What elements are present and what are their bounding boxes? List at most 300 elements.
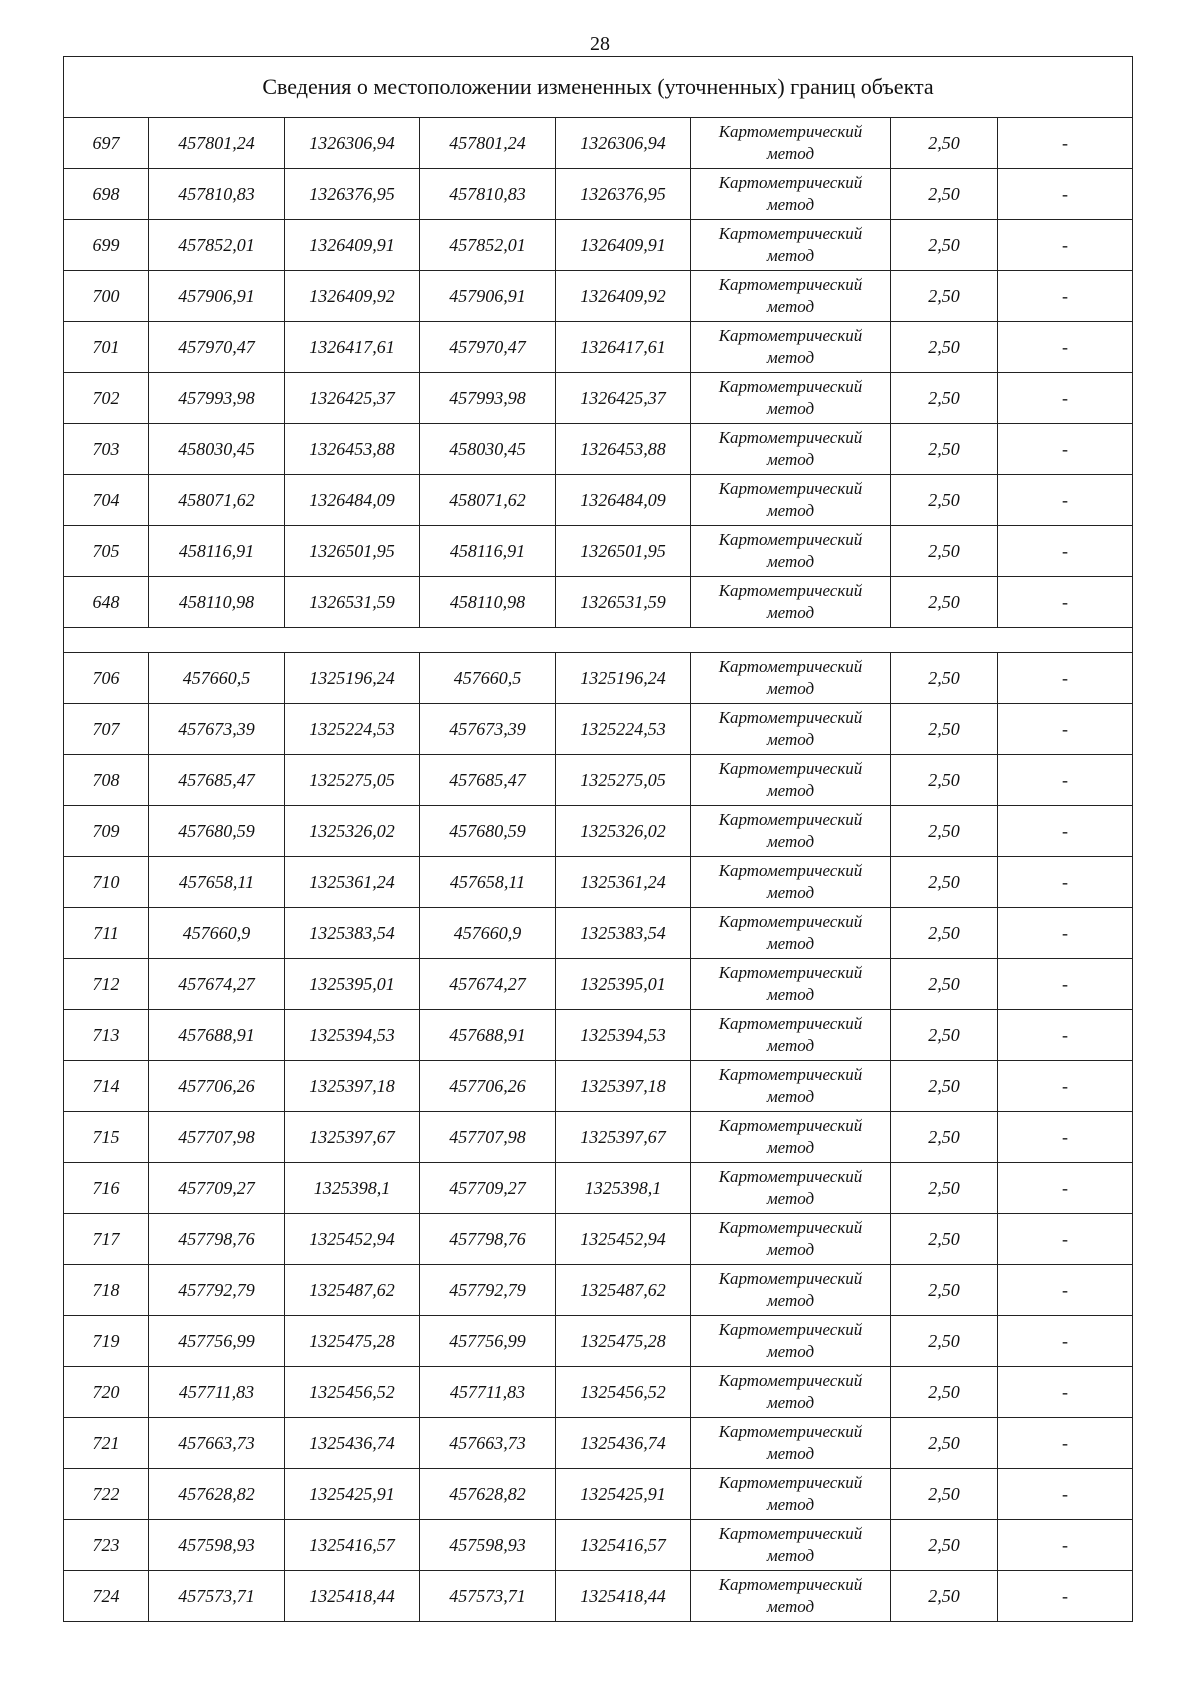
cell-y-new: 1325436,74 [556, 1418, 691, 1469]
method-text-line2: метод [766, 144, 815, 163]
cell-method [691, 1571, 891, 1622]
cell-y-existing: 1326453,88 [285, 424, 420, 475]
cell-precision: 2,50 [891, 577, 998, 628]
cell-y-existing: 1325196,24 [285, 653, 420, 704]
cell-precision: 2,50 [891, 806, 998, 857]
method-text-line2: метод [766, 603, 815, 622]
cell-x-existing: 457792,79 [149, 1265, 285, 1316]
cell-point-number: 720 [64, 1367, 149, 1418]
cell-precision: 2,50 [891, 1316, 998, 1367]
cell-point-number: 715 [64, 1112, 149, 1163]
table-row [64, 653, 1133, 704]
table-row [64, 755, 1133, 806]
method-text-line1: Картометрический [718, 861, 863, 880]
method-text-line2: метод [766, 1444, 815, 1463]
method-text-line1: Картометрический [718, 326, 863, 345]
cell-method [691, 1418, 891, 1469]
table-row [64, 1571, 1133, 1622]
table-title: Сведения о местоположении измененных (уточненных) границ объекта [64, 57, 1133, 118]
cell-point-number: 723 [64, 1520, 149, 1571]
cell-x-new: 457674,27 [420, 959, 556, 1010]
method-text-line2: метод [766, 1189, 815, 1208]
cell-point-number: 701 [64, 322, 149, 373]
cell-x-existing: 457993,98 [149, 373, 285, 424]
cell-method [691, 1112, 891, 1163]
cell-x-existing: 458116,91 [149, 526, 285, 577]
cell-x-existing: 457658,11 [149, 857, 285, 908]
cell-description: - [998, 1418, 1133, 1469]
method-text-line2: метод [766, 348, 815, 367]
cell-x-new: 458030,45 [420, 424, 556, 475]
table-row [64, 271, 1133, 322]
cell-y-new: 1325475,28 [556, 1316, 691, 1367]
cell-point-number: 712 [64, 959, 149, 1010]
cell-y-new: 1326417,61 [556, 322, 691, 373]
cell-point-number: 704 [64, 475, 149, 526]
cell-y-existing: 1326409,92 [285, 271, 420, 322]
cell-description: - [998, 118, 1133, 169]
cell-x-new: 457658,11 [420, 857, 556, 908]
table-row [64, 1061, 1133, 1112]
cell-y-new: 1325383,54 [556, 908, 691, 959]
cell-x-existing: 457688,91 [149, 1010, 285, 1061]
cell-x-new: 457660,9 [420, 908, 556, 959]
table-row [64, 526, 1133, 577]
cell-x-new: 457711,83 [420, 1367, 556, 1418]
cell-point-number: 706 [64, 653, 149, 704]
cell-y-existing: 1325224,53 [285, 704, 420, 755]
cell-y-new: 1325196,24 [556, 653, 691, 704]
cell-description: - [998, 526, 1133, 577]
cell-y-existing: 1325395,01 [285, 959, 420, 1010]
cell-y-new: 1325418,44 [556, 1571, 691, 1622]
cell-x-existing: 457685,47 [149, 755, 285, 806]
cell-x-existing: 457709,27 [149, 1163, 285, 1214]
cell-x-existing: 458030,45 [149, 424, 285, 475]
cell-x-new: 457970,47 [420, 322, 556, 373]
cell-description: - [998, 1061, 1133, 1112]
table-row [64, 373, 1133, 424]
table-row [64, 908, 1133, 959]
cell-point-number: 721 [64, 1418, 149, 1469]
cell-point-number: 718 [64, 1265, 149, 1316]
method-text-line2: метод [766, 1495, 815, 1514]
cell-description: - [998, 1214, 1133, 1265]
table-row [64, 704, 1133, 755]
cell-y-new: 1326425,37 [556, 373, 691, 424]
table-row [64, 1265, 1133, 1316]
cell-point-number: 702 [64, 373, 149, 424]
cell-method [691, 118, 891, 169]
cell-y-existing: 1325436,74 [285, 1418, 420, 1469]
cell-precision: 2,50 [891, 1571, 998, 1622]
cell-method [691, 1316, 891, 1367]
cell-method [691, 1163, 891, 1214]
method-text-line2: метод [766, 1342, 815, 1361]
cell-y-new: 1326409,92 [556, 271, 691, 322]
cell-x-new: 457810,83 [420, 169, 556, 220]
cell-precision: 2,50 [891, 424, 998, 475]
method-text-line1: Картометрический [718, 1422, 863, 1441]
cell-point-number: 698 [64, 169, 149, 220]
cell-description: - [998, 373, 1133, 424]
cell-y-new: 1325416,57 [556, 1520, 691, 1571]
cell-y-existing: 1326531,59 [285, 577, 420, 628]
cell-description: - [998, 1112, 1133, 1163]
cell-description: - [998, 755, 1133, 806]
cell-y-existing: 1326417,61 [285, 322, 420, 373]
cell-description: - [998, 169, 1133, 220]
cell-method [691, 271, 891, 322]
cell-description: - [998, 1520, 1133, 1571]
method-text-line2: метод [766, 781, 815, 800]
cell-x-new: 457663,73 [420, 1418, 556, 1469]
table-row [64, 169, 1133, 220]
cell-precision: 2,50 [891, 1163, 998, 1214]
cell-y-existing: 1326425,37 [285, 373, 420, 424]
cell-precision: 2,50 [891, 1112, 998, 1163]
method-text-line2: метод [766, 552, 815, 571]
cell-x-new: 458110,98 [420, 577, 556, 628]
cell-precision: 2,50 [891, 526, 998, 577]
cell-description: - [998, 424, 1133, 475]
cell-y-existing: 1325397,67 [285, 1112, 420, 1163]
cell-method [691, 857, 891, 908]
cell-x-existing: 457680,59 [149, 806, 285, 857]
cell-y-new: 1325456,52 [556, 1367, 691, 1418]
cell-x-existing: 457674,27 [149, 959, 285, 1010]
cell-x-existing: 457598,93 [149, 1520, 285, 1571]
table-row [64, 118, 1133, 169]
cell-description: - [998, 1469, 1133, 1520]
cell-x-new: 457852,01 [420, 220, 556, 271]
cell-point-number: 697 [64, 118, 149, 169]
cell-point-number: 700 [64, 271, 149, 322]
cell-method [691, 653, 891, 704]
method-text-line1: Картометрический [718, 479, 863, 498]
cell-x-new: 458071,62 [420, 475, 556, 526]
cell-method [691, 1265, 891, 1316]
cell-y-existing: 1325475,28 [285, 1316, 420, 1367]
cell-y-existing: 1326484,09 [285, 475, 420, 526]
cell-method [691, 1469, 891, 1520]
cell-x-existing: 457756,99 [149, 1316, 285, 1367]
separator-cell [64, 628, 1133, 653]
method-text-line1: Картометрический [718, 1269, 863, 1288]
cell-precision: 2,50 [891, 755, 998, 806]
table-row [64, 959, 1133, 1010]
method-text-line2: метод [766, 934, 815, 953]
method-text-line1: Картометрический [718, 173, 863, 192]
cell-x-existing: 458071,62 [149, 475, 285, 526]
cell-precision: 2,50 [891, 322, 998, 373]
cell-precision: 2,50 [891, 118, 998, 169]
cell-y-new: 1326531,59 [556, 577, 691, 628]
cell-point-number: 719 [64, 1316, 149, 1367]
cell-precision: 2,50 [891, 704, 998, 755]
cell-x-new: 457685,47 [420, 755, 556, 806]
cell-x-existing: 457573,71 [149, 1571, 285, 1622]
cell-x-existing: 457707,98 [149, 1112, 285, 1163]
method-text-line1: Картометрический [718, 1575, 863, 1594]
cell-method [691, 526, 891, 577]
cell-point-number: 716 [64, 1163, 149, 1214]
table-row [64, 1418, 1133, 1469]
cell-method [691, 169, 891, 220]
cell-point-number: 703 [64, 424, 149, 475]
cell-y-existing: 1325275,05 [285, 755, 420, 806]
table-row [64, 424, 1133, 475]
cell-description: - [998, 271, 1133, 322]
method-text-line2: метод [766, 1240, 815, 1259]
cell-y-existing: 1325383,54 [285, 908, 420, 959]
method-text-line1: Картометрический [718, 1014, 863, 1033]
cell-x-existing: 457852,01 [149, 220, 285, 271]
cell-y-existing: 1326501,95 [285, 526, 420, 577]
cell-x-existing: 457798,76 [149, 1214, 285, 1265]
table-row [64, 806, 1133, 857]
cell-point-number: 710 [64, 857, 149, 908]
table-row [64, 1112, 1133, 1163]
method-text-line2: метод [766, 450, 815, 469]
cell-point-number: 699 [64, 220, 149, 271]
page-number: 28 [590, 33, 610, 55]
table-row [64, 577, 1133, 628]
cell-description: - [998, 1571, 1133, 1622]
cell-precision: 2,50 [891, 1265, 998, 1316]
cell-method [691, 424, 891, 475]
cell-x-existing: 457663,73 [149, 1418, 285, 1469]
cell-x-existing: 457970,47 [149, 322, 285, 373]
cell-y-new: 1325397,67 [556, 1112, 691, 1163]
cell-y-new: 1325275,05 [556, 755, 691, 806]
cell-description: - [998, 1163, 1133, 1214]
cell-y-new: 1326376,95 [556, 169, 691, 220]
cell-x-existing: 458110,98 [149, 577, 285, 628]
cell-precision: 2,50 [891, 1214, 998, 1265]
cell-description: - [998, 220, 1133, 271]
cell-x-new: 457993,98 [420, 373, 556, 424]
cell-description: - [998, 1367, 1133, 1418]
cell-y-existing: 1325418,44 [285, 1571, 420, 1622]
cell-method [691, 959, 891, 1010]
cell-precision: 2,50 [891, 220, 998, 271]
method-text-line2: метод [766, 246, 815, 265]
cell-y-new: 1326306,94 [556, 118, 691, 169]
method-text-line1: Картометрический [718, 275, 863, 294]
method-text-line1: Картометрический [718, 377, 863, 396]
cell-y-existing: 1325361,24 [285, 857, 420, 908]
cell-y-existing: 1325394,53 [285, 1010, 420, 1061]
cell-method [691, 1214, 891, 1265]
cell-point-number: 707 [64, 704, 149, 755]
cell-x-new: 457792,79 [420, 1265, 556, 1316]
cell-x-existing: 457660,9 [149, 908, 285, 959]
cell-point-number: 648 [64, 577, 149, 628]
cell-precision: 2,50 [891, 908, 998, 959]
cell-point-number: 722 [64, 1469, 149, 1520]
method-text-line2: метод [766, 832, 815, 851]
method-text-line1: Картометрический [718, 1218, 863, 1237]
cell-point-number: 705 [64, 526, 149, 577]
cell-method [691, 1010, 891, 1061]
cell-point-number: 709 [64, 806, 149, 857]
cell-x-existing: 457706,26 [149, 1061, 285, 1112]
cell-method [691, 1367, 891, 1418]
method-text-line1: Картометрический [718, 759, 863, 778]
cell-precision: 2,50 [891, 1061, 998, 1112]
cell-point-number: 717 [64, 1214, 149, 1265]
method-text-line2: метод [766, 1138, 815, 1157]
method-text-line1: Картометрический [718, 122, 863, 141]
method-text-line2: метод [766, 1546, 815, 1565]
table-row [64, 1163, 1133, 1214]
cell-precision: 2,50 [891, 653, 998, 704]
method-text-line1: Картометрический [718, 1524, 863, 1543]
cell-x-new: 457709,27 [420, 1163, 556, 1214]
cell-x-new: 457801,24 [420, 118, 556, 169]
cell-y-new: 1326409,91 [556, 220, 691, 271]
method-text-line1: Картометрический [718, 1473, 863, 1492]
cell-x-existing: 457673,39 [149, 704, 285, 755]
method-text-line2: метод [766, 1291, 815, 1310]
cell-x-existing: 457628,82 [149, 1469, 285, 1520]
cell-x-new: 457906,91 [420, 271, 556, 322]
cell-y-new: 1325361,24 [556, 857, 691, 908]
cell-y-existing: 1325326,02 [285, 806, 420, 857]
cell-precision: 2,50 [891, 1520, 998, 1571]
table-row [64, 1214, 1133, 1265]
cell-y-existing: 1325487,62 [285, 1265, 420, 1316]
cell-y-existing: 1326306,94 [285, 118, 420, 169]
table-row [64, 322, 1133, 373]
method-text-line1: Картометрический [718, 224, 863, 243]
method-text-line2: метод [766, 1597, 815, 1616]
cell-method [691, 220, 891, 271]
method-text-line1: Картометрический [718, 428, 863, 447]
table-row [64, 1469, 1133, 1520]
cell-description: - [998, 908, 1133, 959]
method-text-line2: метод [766, 501, 815, 520]
method-text-line2: метод [766, 1393, 815, 1412]
cell-x-new: 458116,91 [420, 526, 556, 577]
cell-description: - [998, 806, 1133, 857]
cell-method [691, 704, 891, 755]
cell-y-new: 1325395,01 [556, 959, 691, 1010]
cell-y-new: 1326501,95 [556, 526, 691, 577]
method-text-line2: метод [766, 195, 815, 214]
cell-precision: 2,50 [891, 271, 998, 322]
cell-y-existing: 1325452,94 [285, 1214, 420, 1265]
coordinates-table [63, 56, 1133, 1622]
method-text-line2: метод [766, 399, 815, 418]
cell-precision: 2,50 [891, 1010, 998, 1061]
cell-y-existing: 1326409,91 [285, 220, 420, 271]
method-text-line2: метод [766, 1087, 815, 1106]
group-separator-row [64, 628, 1133, 653]
cell-description: - [998, 959, 1133, 1010]
table-row [64, 475, 1133, 526]
cell-method [691, 1520, 891, 1571]
cell-method [691, 322, 891, 373]
cell-precision: 2,50 [891, 959, 998, 1010]
cell-precision: 2,50 [891, 373, 998, 424]
method-text-line1: Картометрический [718, 1167, 863, 1186]
cell-description: - [998, 475, 1133, 526]
cell-point-number: 708 [64, 755, 149, 806]
cell-precision: 2,50 [891, 857, 998, 908]
cell-precision: 2,50 [891, 1367, 998, 1418]
cell-y-new: 1325487,62 [556, 1265, 691, 1316]
method-text-line1: Картометрический [718, 1371, 863, 1390]
cell-point-number: 711 [64, 908, 149, 959]
method-text-line1: Картометрический [718, 657, 863, 676]
cell-y-new: 1325224,53 [556, 704, 691, 755]
cell-y-new: 1326453,88 [556, 424, 691, 475]
cell-x-existing: 457810,83 [149, 169, 285, 220]
cell-x-existing: 457711,83 [149, 1367, 285, 1418]
cell-y-new: 1325394,53 [556, 1010, 691, 1061]
cell-description: - [998, 1010, 1133, 1061]
method-text-line1: Картометрический [718, 581, 863, 600]
cell-description: - [998, 653, 1133, 704]
cell-point-number: 713 [64, 1010, 149, 1061]
cell-y-existing: 1325425,91 [285, 1469, 420, 1520]
table-title-row [64, 57, 1133, 118]
cell-method [691, 806, 891, 857]
cell-y-new: 1326484,09 [556, 475, 691, 526]
table-row [64, 1316, 1133, 1367]
cell-method [691, 1061, 891, 1112]
cell-y-new: 1325452,94 [556, 1214, 691, 1265]
cell-method [691, 755, 891, 806]
cell-y-existing: 1325398,1 [285, 1163, 420, 1214]
cell-description: - [998, 704, 1133, 755]
cell-x-new: 457798,76 [420, 1214, 556, 1265]
cell-method [691, 577, 891, 628]
cell-x-new: 457706,26 [420, 1061, 556, 1112]
cell-precision: 2,50 [891, 475, 998, 526]
cell-y-existing: 1325416,57 [285, 1520, 420, 1571]
cell-description: - [998, 1265, 1133, 1316]
method-text-line2: метод [766, 730, 815, 749]
cell-x-existing: 457906,91 [149, 271, 285, 322]
method-text-line1: Картометрический [718, 708, 863, 727]
method-text-line1: Картометрический [718, 1320, 863, 1339]
cell-x-existing: 457801,24 [149, 118, 285, 169]
cell-y-new: 1325425,91 [556, 1469, 691, 1520]
method-text-line1: Картометрический [718, 1116, 863, 1135]
method-text-line1: Картометрический [718, 1065, 863, 1084]
cell-y-new: 1325326,02 [556, 806, 691, 857]
cell-description: - [998, 322, 1133, 373]
cell-method [691, 908, 891, 959]
table-row [64, 1520, 1133, 1571]
method-text-line2: метод [766, 985, 815, 1004]
table-row [64, 1010, 1133, 1061]
table-row [64, 857, 1133, 908]
cell-description: - [998, 577, 1133, 628]
cell-precision: 2,50 [891, 1418, 998, 1469]
cell-x-new: 457688,91 [420, 1010, 556, 1061]
cell-x-new: 457673,39 [420, 704, 556, 755]
cell-method [691, 475, 891, 526]
cell-x-new: 457756,99 [420, 1316, 556, 1367]
cell-x-new: 457598,93 [420, 1520, 556, 1571]
table-row [64, 1367, 1133, 1418]
cell-y-new: 1325397,18 [556, 1061, 691, 1112]
method-text-line1: Картометрический [718, 530, 863, 549]
